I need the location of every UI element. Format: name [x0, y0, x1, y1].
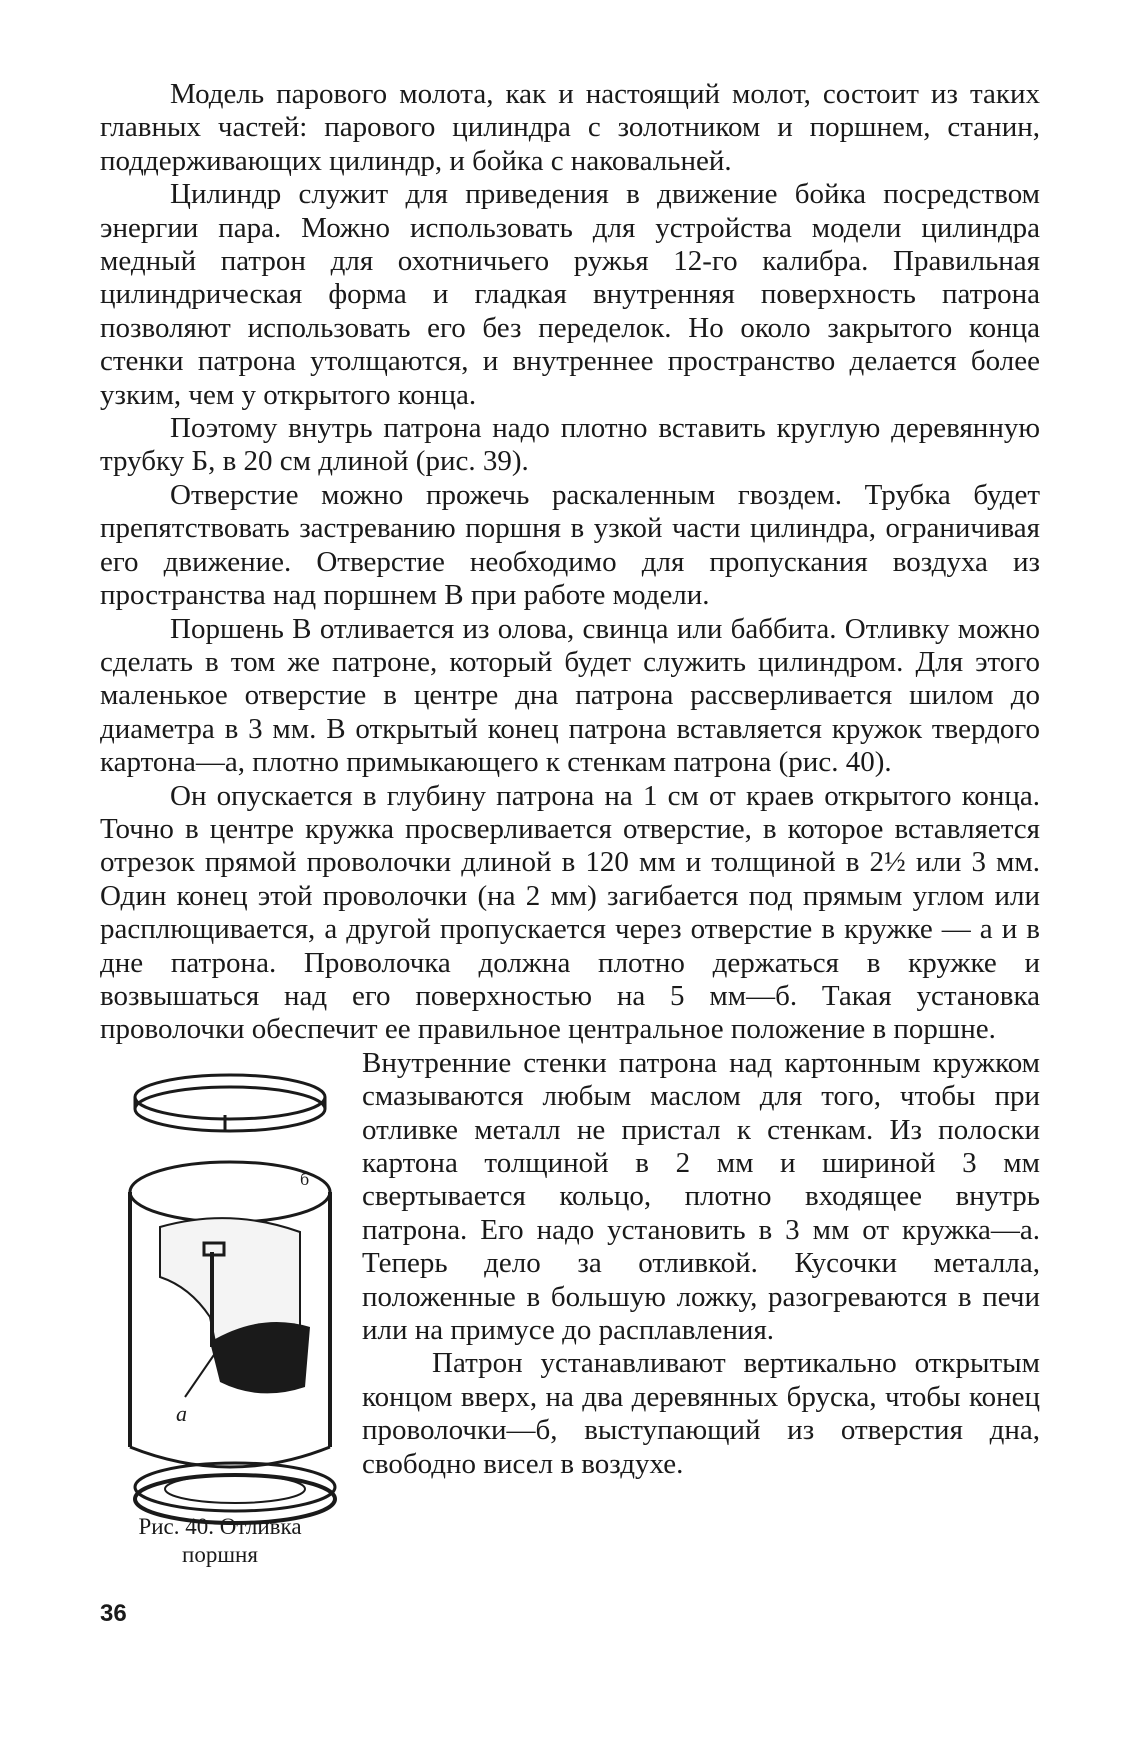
paragraph: Поэтому внутрь патрона надо плотно вставить круглую деревянную трубку Б, в 20 см длиной (рис. 39).	[100, 412, 1040, 478]
paragraph: Внутренние стенки патрона над картонным кружком смазываются любым маслом для того, чтобы при отливке металл не пристал к стенкам. Из полоски картона толщиной в 2 мм и шириной 3 мм свертывается кольцо, плотно входящее внутрь патрона. Его надо установить в 3 мм от кружка—а. Теперь дело за отливкой. Кусочки металла, положенные в большую ложку, разогреваются в печи или на примусе до расплавления.	[362, 1046, 1040, 1347]
paragraph: Патрон устанавливают вертикально открытым концом вверх, на два деревянных бруска, чтобы конец проволочки—б, выступающий из отверстия дна, свободно висел в воздухе.	[362, 1347, 1040, 1480]
body-text	[100, 78, 1040, 1641]
paragraph: Модель парового молота, как и настоящий молот, состоит из таких главных частей: парового цилиндра с золотником и поршнем, станин, поддерживающих цилиндр, и бойка с наковальней.	[100, 78, 1040, 177]
figure-caption	[100, 1513, 340, 1569]
paragraph: Отверстие можно прожечь раскаленным гвоздем. Трубка будет препятствовать застреванию поршня в узкой части цилиндра, ограничивая его движение. Отверстие необходимо для пропускания воздуха из пространства над поршнем В при работе модели.	[100, 478, 1040, 612]
figure-40	[100, 1051, 340, 1641]
label-a: а	[176, 1400, 187, 1426]
paragraph: Он опускается в глубину патрона на 1 см от краев открытого конца. Точно в центре кружка просверливается отверстие, в которое вставляется отрезок прямой проволочки длиной в 120 мм и толщиной в 2½ или 3 мм. Один конец этой проволочки (на 2 мм) загибается под прямым углом или расплющивается, а другой пропускается через отверстие в кружке — а и в дне патрона. Проволочка должна плотно держаться в кружке и возвышаться над его поверхностью на 5 мм—б. Такая установка проволочки обеспечит ее правильное центральное положение в поршне.	[100, 779, 1040, 1046]
paragraph: Цилиндр служит для приведения в движение бойка посредством энергии пара. Можно использовать для устройства модели цилиндра медный патрон для охотничьего ружья 12-го калибра. Правильная цилиндрическая форма и гладкая внутренняя поверхность патрона позволяют использовать его без переделок. Но около закрытого конца стенки патрона утолщаются, и внутреннее пространство делается более узким, чем у открытого конца.	[100, 178, 1040, 411]
label-b: б	[300, 1168, 310, 1189]
page-number: 36	[100, 1600, 127, 1627]
caption-line: поршня	[182, 1541, 258, 1567]
paragraph: Поршень В отливается из олова, свинца или баббита. Отливку можно сделать в том же патроне, который будет служить цилиндром. Для этого маленькое отверстие в центре дна патрона рассверливается шилом до диаметра в 3 мм. В открытый конец патрона вставляется кружок твердого картона—а, плотно примыкающего к стенкам патрона (рис. 40).	[100, 612, 1040, 779]
piston-casting-illustration	[100, 1057, 340, 1567]
caption-line: Рис. 40. Отливка	[138, 1513, 302, 1539]
